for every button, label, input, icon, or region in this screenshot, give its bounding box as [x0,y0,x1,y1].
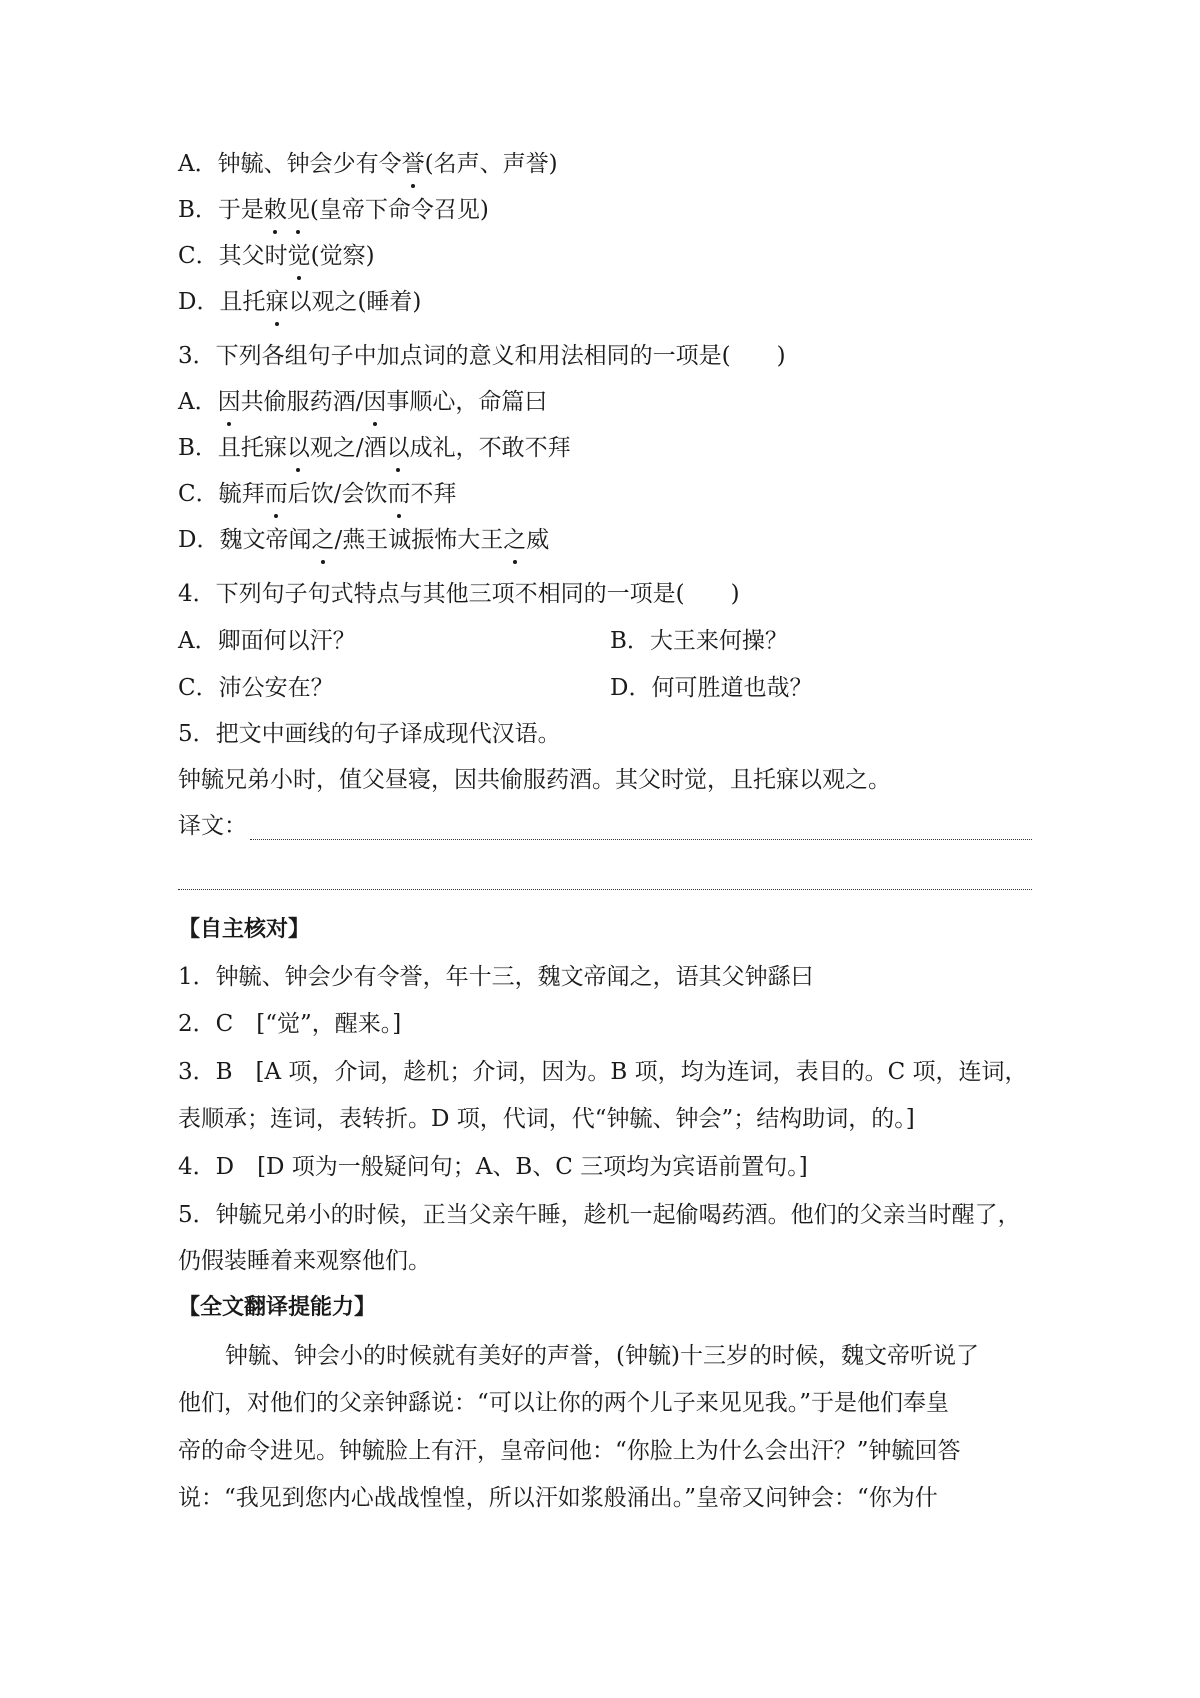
q4-row-2 [178,671,1034,705]
translation-line-1: 钟毓、钟会小的时候就有美好的声誉，(钟毓)十三岁的时候，魏文帝听说了 [225,1343,979,1369]
emphasis-dot-char: 因 [363,385,386,419]
answer-line-1[interactable] [250,839,1032,840]
answer-5-line-1: 5．钟毓兄弟小的时候，正当父亲午睡，趁机一起偷喝药酒。他们的父亲当时醒了， [178,1202,1021,1228]
answer-3-line-2: 表顺承；连词，表转折。D 项，代词，代“钟毓、钟会”；结构助词，的。] [178,1106,915,1132]
q4-stem: 4．下列句子句式特点与其他三项不相同的一项是( ) [178,581,740,607]
answer-4: 4．D [D 项为一般疑问句；A、B、C 三项均为宾语前置句。] [178,1154,808,1180]
q5-stem: 5．把文中画线的句子译成现代汉语。 [178,721,561,747]
q3-option-d: D．魏文帝闻之/燕王诚振怖大王之威 [178,523,1034,557]
self-check-heading: 【自主核对】 [178,917,311,942]
emphasis-dot-char: 因 [218,385,241,419]
q3-stem: 3．下列各组句子中加点词的意义和用法相同的一项是( ) [178,343,786,369]
q4-option-a: A．卿面何以汗？ [178,628,356,654]
q4-option-c: C．沛公安在？ [178,675,334,701]
emphasis-dot-char: 以 [387,431,410,465]
emphasis-dot-char: 之 [503,523,526,557]
q4-row-1 [178,624,1034,658]
emphasis-dot-char: 觉 [288,239,311,273]
translation-line-2: 他们，对他们的父亲钟繇说：“可以让你的两个儿子来见见我。”于是他们奉皇 [178,1390,950,1416]
q3-option-b: B．且托寐以观之/酒以成礼，不敢不拜 [178,431,1034,465]
answer-1: 1．钟毓、钟会少有令誉，年十三，魏文帝闻之，语其父钟繇曰 [178,964,814,990]
q4-option-d: D．何可胜道也哉？ [610,675,813,701]
emphasis-dot-char: 敕 [264,193,287,227]
q5-sentence: 钟毓兄弟小时，值父昼寝，因共偷服药酒。其父时觉，且托寐以观之。 [178,767,891,793]
translation-line-3: 帝的命令进见。钟毓脸上有汗，皇帝问他：“你脸上为什么会出汗？”钟毓回答 [178,1438,961,1464]
answer-2: 2．C [“觉”，醒来。] [178,1011,402,1037]
emphasis-dot-char: 之 [311,523,334,557]
q2-option-c: C．其父时觉(觉察) [178,239,1034,273]
translation-line-4: 说：“我见到您内心战战惶惶，所以汗如浆般涌出。”皇帝又问钟会：“你为什 [178,1485,938,1511]
answer-5-line-2: 仍假装睡着来观察他们。 [178,1248,431,1274]
answer-line-2[interactable] [178,889,1032,890]
emphasis-dot-char: 寐 [265,285,288,319]
q5-answer-label: 译文： [178,813,247,839]
q2-option-b: B．于是敕见(皇帝下命令召见) [178,193,1034,227]
q4-option-b: B．大王来何操？ [610,628,788,654]
emphasis-dot-char: 见 [287,193,310,227]
q3-option-c: C．毓拜而后饮/会饮而不拜 [178,477,1034,511]
emphasis-dot-char: 而 [387,477,410,511]
q2-option-a: A．钟毓、钟会少有令誉(名声、声誉) [178,147,1034,181]
translation-heading: 【全文翻译提能力】 [178,1295,377,1320]
answer-3-line-1: 3．B [A 项，介词，趁机；介词，因为。B 项，均为连词，表目的。C 项，连词， [178,1059,1028,1085]
q2-option-d: D．且托寐以观之(睡着) [178,285,1034,319]
emphasis-dot-char: 誉 [402,147,425,181]
q3-option-a: A．因共偷服药酒/因事顺心，命篇曰 [178,385,1034,419]
emphasis-dot-char: 而 [265,477,288,511]
emphasis-dot-char: 以 [287,431,310,465]
